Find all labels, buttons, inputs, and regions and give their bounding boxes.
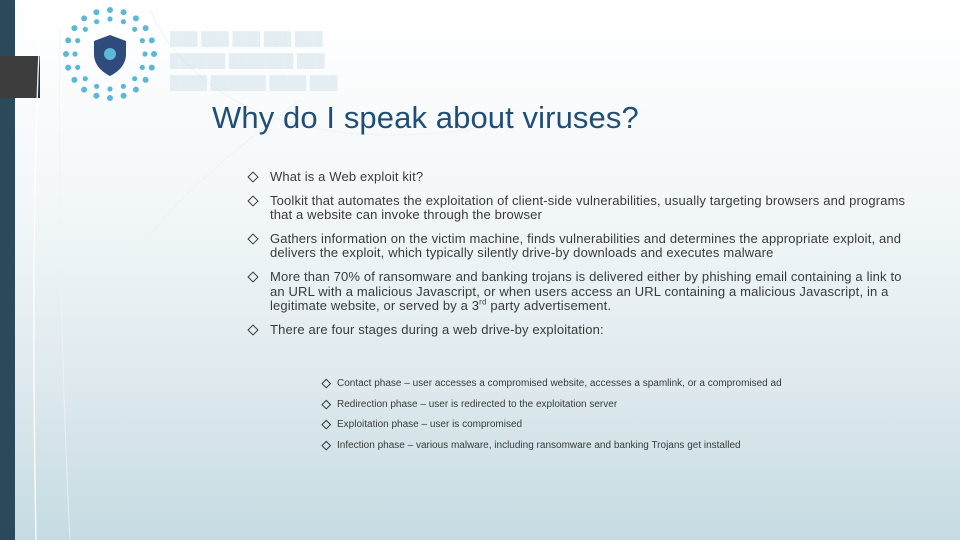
- diamond-outline-icon: [247, 233, 258, 244]
- logo-dot: [121, 9, 127, 15]
- logo-dot: [75, 38, 80, 43]
- stage-text: Exploitation phase – user is compromised: [337, 419, 523, 430]
- logo-dot: [94, 84, 99, 89]
- stage-item: [322, 378, 922, 390]
- logo-dot: [121, 19, 126, 24]
- stages-list: [322, 378, 922, 460]
- stage-item: [322, 399, 922, 411]
- logo-dot: [94, 19, 99, 24]
- logo-dot: [65, 65, 71, 71]
- faded-background-text: ███ ███ ███ ███ ███ ██████ ███████ ███ ████ ██████ ████ ███: [170, 31, 338, 90]
- logo-dot: [149, 37, 155, 43]
- stage-text: Contact phase – user accesses a compromised website, accesses a spamlink, or a compromised ad: [337, 378, 782, 389]
- bullet-item: [246, 170, 906, 185]
- logo-dot: [107, 7, 113, 13]
- logo-dot: [132, 76, 137, 81]
- logo-dot: [71, 25, 77, 31]
- diamond-outline-icon: [247, 195, 258, 206]
- logo-dot: [65, 37, 71, 43]
- ransomware-text-start: More than 70% of ransomware and banking trojans is delivered either by phishing email containing a link to an URL with a malicious Javascript, or when users access an URL containing a malicious Javascript, in a legitimate website, or served by a 3: [270, 268, 902, 314]
- diamond-outline-icon: [322, 379, 331, 388]
- logo-dot: [140, 38, 145, 43]
- logo-dot: [133, 15, 139, 21]
- logo-dot: [121, 84, 126, 89]
- shield-logo: [52, 2, 164, 106]
- stage-item: [322, 440, 922, 452]
- bullet-list: [246, 170, 906, 346]
- logo-dot: [83, 27, 88, 32]
- logo-dot: [140, 65, 145, 70]
- slide-title: Why do I speak about viruses?: [212, 100, 639, 135]
- bullet-item: [246, 270, 906, 314]
- logo-dot: [107, 16, 112, 21]
- logo-dot: [121, 93, 127, 99]
- logo-dot: [149, 65, 155, 71]
- logo-dot: [142, 51, 147, 56]
- left-dark-tab: [0, 56, 38, 98]
- logo-dot: [71, 77, 77, 83]
- logo-dot: [93, 93, 99, 99]
- stage-text: Infection phase – various malware, including ransomware and banking Trojans get installed: [337, 439, 741, 451]
- diamond-outline-icon: [322, 440, 331, 449]
- diamond-outline-icon: [322, 399, 331, 408]
- diamond-outline-icon: [247, 324, 258, 335]
- logo-dot: [81, 87, 87, 93]
- ransomware-text-end: party advertisement.: [486, 298, 612, 314]
- bullet-text: Toolkit that automates the exploitation of client-side vulnerabilities, usually targeting browsers and programs that a website can invoke through the browser: [270, 192, 906, 223]
- logo-dot: [83, 76, 88, 81]
- logo-dot: [75, 65, 80, 70]
- logo-dot: [107, 95, 113, 101]
- logo-dot: [151, 51, 157, 57]
- bullet-item: [246, 232, 906, 261]
- logo-dot: [143, 25, 149, 31]
- bullet-item: [246, 323, 906, 338]
- logo-dot: [133, 87, 139, 93]
- stage-text: Redirection phase – user is redirected to the exploitation server: [337, 398, 618, 410]
- logo-dot: [107, 86, 112, 91]
- logo-dot: [132, 27, 137, 32]
- bullet-item: [246, 194, 906, 223]
- logo-dot: [93, 9, 99, 15]
- bullet-text: What is a Web exploit kit?: [270, 169, 424, 184]
- shield-with-dots-icon: [52, 2, 164, 106]
- shield-center-dot: [104, 48, 116, 60]
- diamond-outline-icon: [322, 420, 331, 429]
- logo-dot: [72, 51, 77, 56]
- bullet-text: Gathers information on the victim machine, finds vulnerabilities and determines the appropriate exploit, and delivers the exploit, which typically silently drive-by downloads and executes malware: [270, 230, 902, 261]
- stage-item: [322, 419, 922, 431]
- bullet-text-ransomware: [270, 269, 902, 313]
- logo-dot: [81, 15, 87, 21]
- diamond-outline-icon: [247, 171, 258, 182]
- bullet-text: There are four stages during a web drive-by exploitation:: [270, 321, 604, 337]
- left-tab-edge: [38, 56, 40, 98]
- ordinal-suffix: rd: [479, 297, 487, 307]
- diamond-outline-icon: [247, 271, 258, 282]
- logo-dot: [63, 51, 69, 57]
- logo-dot: [143, 77, 149, 83]
